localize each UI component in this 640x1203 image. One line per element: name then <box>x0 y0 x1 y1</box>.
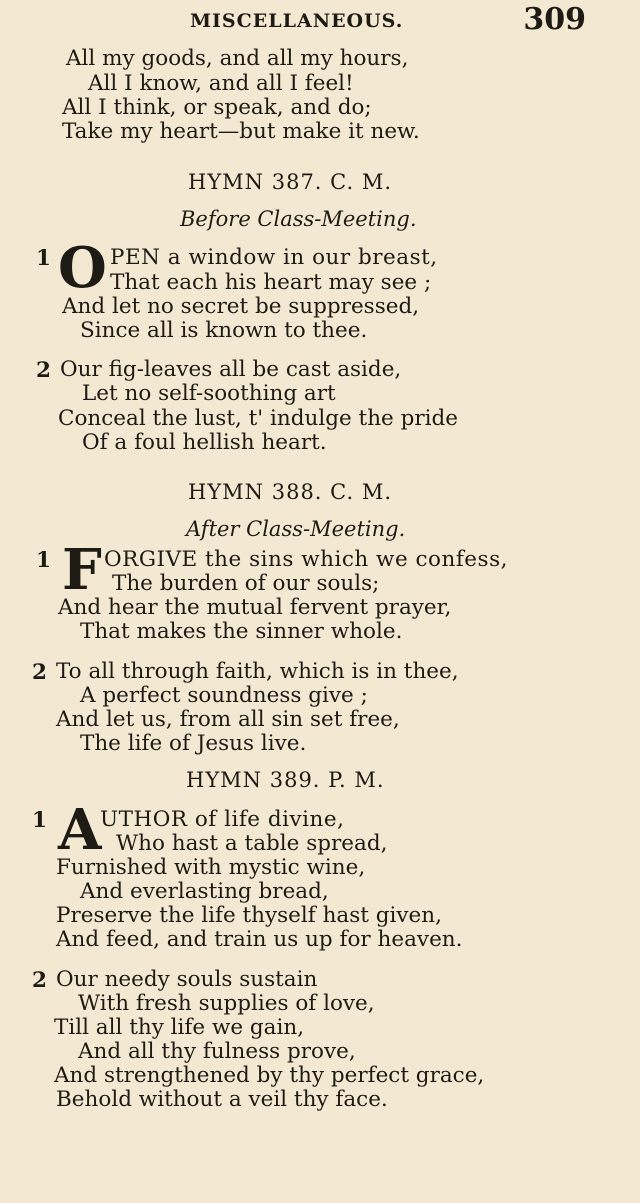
verse-number: 2 <box>36 358 51 383</box>
running-head: MISCELLANEOUS. <box>190 10 404 32</box>
verse-line: And hear the mutual fervent prayer, <box>58 595 452 620</box>
hymn-title: HYMN 387. C. M. <box>188 170 393 194</box>
hymn-title: HYMN 388. C. M. <box>188 480 393 504</box>
continuation-line: All I think, or speak, and do; <box>62 95 372 120</box>
verse-line: Let no self-soothing art <box>82 381 336 406</box>
verse-number: 1 <box>36 246 51 271</box>
continuation-line: Take my heart—but make it new. <box>62 119 420 144</box>
verse-line: And everlasting bread, <box>80 879 329 904</box>
verse-line: Our fig-leaves all be cast aside, <box>60 357 402 382</box>
verse-line: Furnished with mystic wine, <box>56 855 366 880</box>
verse-line: Our needy souls sustain <box>56 967 318 992</box>
continuation-line: All my goods, and all my hours, <box>66 46 409 71</box>
verse-line: That each his heart may see ; <box>110 270 432 295</box>
verse-line: Behold without a veil thy face. <box>56 1087 388 1112</box>
verse-line: And all thy fulness prove, <box>78 1039 356 1064</box>
verse-number: 1 <box>32 808 47 833</box>
verse-line: And let us, from all sin set free, <box>56 707 400 732</box>
page-number: 309 <box>523 2 586 37</box>
hymn-subtitle: After Class-Meeting. <box>186 517 406 541</box>
verse-line: The burden of our souls; <box>112 571 380 596</box>
verse-line: Since all is known to thee. <box>80 318 368 343</box>
verse-line: Of a foul hellish heart. <box>82 430 327 455</box>
verse-line: A perfect soundness give ; <box>80 683 368 708</box>
verse-number: 2 <box>32 968 47 993</box>
verse-line: And feed, and train us up for heaven. <box>56 927 463 952</box>
verse-line: UTHOR of life divine, <box>100 807 345 832</box>
verse-line: PEN a window in our breast, <box>110 245 438 270</box>
verse-number: 2 <box>32 660 47 685</box>
verse-line: And let no secret be suppressed, <box>62 294 420 319</box>
verse-line: Till all thy life we gain, <box>54 1015 305 1040</box>
drop-cap: O <box>58 235 107 301</box>
continuation-line: All I know, and all I feel! <box>88 71 354 96</box>
verse-line: Conceal the lust, t' indulge the pride <box>58 406 459 431</box>
drop-cap: F <box>62 537 102 603</box>
verse-line: Preserve the life thyself hast given, <box>56 903 442 928</box>
verse-number: 1 <box>36 548 51 573</box>
verse-line: Who hast a table spread, <box>116 831 388 856</box>
verse-line: ORGIVE the sins which we confess, <box>104 547 508 572</box>
verse-line: And strengthened by thy perfect grace, <box>54 1063 485 1088</box>
verse-line: To all through faith, which is in thee, <box>56 659 459 684</box>
verse-line: That makes the sinner whole. <box>80 619 403 644</box>
verse-line: The life of Jesus live. <box>80 731 307 756</box>
hymn-subtitle: Before Class-Meeting. <box>180 207 417 231</box>
verse-line: With fresh supplies of love, <box>78 991 375 1016</box>
hymn-title: HYMN 389. P. M. <box>186 768 385 792</box>
drop-cap: A <box>58 797 102 863</box>
